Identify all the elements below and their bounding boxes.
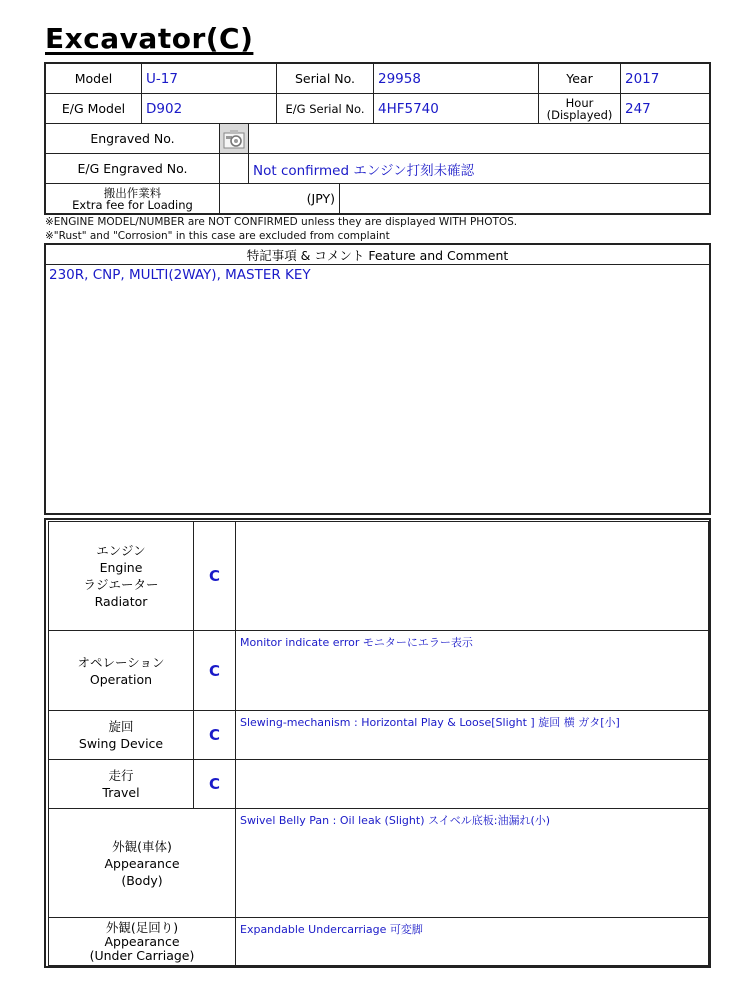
operation-label [49,631,194,711]
eg-engraved-label: E/G Engraved No. [46,154,220,184]
engraved-label: Engraved No. [46,124,220,154]
hour-label-line2: (Displayed) [546,107,613,122]
appearance-body-label-line: Appearance [104,855,180,871]
appearance-undercarriage-label [49,918,236,965]
travel-grade: C [194,760,236,809]
engine-label-line: ラジエーター [83,577,159,592]
year-label: Year [539,64,621,94]
serial-label: Serial No. [277,64,374,94]
swing-label-line: 旋回 [108,719,134,734]
travel-label-line: Travel [102,785,140,800]
eg-engraved-value: Not confirmed エンジン打刻未確認 [249,154,709,184]
note-engine: ※ENGINE MODEL/NUMBER are NOT CONFIRMED unless they are displayed WITH PHOTOS. [45,216,518,228]
model-label: Model [46,64,142,94]
appearance-body-label-line: (Body) [121,872,163,888]
engine-grade: C [194,522,236,631]
extra-fee-value [340,184,709,213]
operation-label-line: オペレーション [77,654,165,670]
travel-label-line: 走行 [108,768,134,783]
engine-label-line: エンジン [96,543,146,558]
appearance-body-label [49,809,236,918]
engraved-value [249,124,709,154]
eg-serial-label: E/G Serial No. [277,94,374,124]
engine-label-line: Engine [99,560,143,575]
appearance-body-label-line: 外観(車体) [112,838,172,854]
operation-grade: C [194,631,236,711]
appearance-undercarriage-label-line: 外観(足回り) [105,919,179,935]
travel-label [49,760,194,809]
swing-label-line: Swing Device [78,736,164,751]
eg-model-value: D902 [142,94,277,124]
hour-value: 247 [621,94,709,124]
serial-value: 29958 [374,64,539,94]
note-rust: ※"Rust" and "Corrosion" in this case are excluded from complaint [45,230,390,242]
eg-serial-value: 4HF5740 [374,94,539,124]
year-value: 2017 [621,64,709,94]
swing-grade: C [194,711,236,760]
appearance-undercarriage-comment: Expandable Undercarriage 可変脚 [240,923,423,936]
appearance-body-comment: Swivel Belly Pan : Oil leak (Slight) スイベル底板:油漏れ(小) [236,809,708,918]
engraved-photo-cell [220,124,249,154]
extra-fee-label-en: Extra fee for Loading [72,197,193,212]
eg-engraved-photo-cell [220,154,249,184]
extra-fee-label-jp: 搬出作業料 [103,185,162,200]
engine-label-line: Radiator [94,594,148,609]
extra-fee-currency: (JPY) [220,184,340,213]
engine-label [49,522,194,631]
swing-comment: Slewing-mechanism : Horizontal Play & Loose[Slight ] 旋回 横 ガタ[小] [236,711,708,760]
model-value: U-17 [142,64,277,94]
hour-label-line1: Hour [565,95,594,110]
appearance-undercarriage-label-line: (Under Carriage) [89,947,195,963]
hour-label [539,94,621,124]
operation-label-line: Operation [89,671,153,687]
swing-label [49,711,194,760]
travel-comment [236,760,708,809]
extra-fee-label [46,184,220,213]
operation-comment: Monitor indicate error モニターにエラー表示 [236,631,708,711]
eg-model-label: E/G Model [46,94,142,124]
feature-box [44,243,711,515]
feature-text: 230R, CNP, MULTI(2WAY), MASTER KEY [49,267,311,283]
camera-icon [222,128,246,150]
page-title: Excavator(C) [45,22,254,55]
feature-header: 特記事項 & コメント Feature and Comment [46,245,709,265]
engine-comment [236,522,708,631]
appearance-undercarriage-label-line: Appearance [104,933,180,949]
